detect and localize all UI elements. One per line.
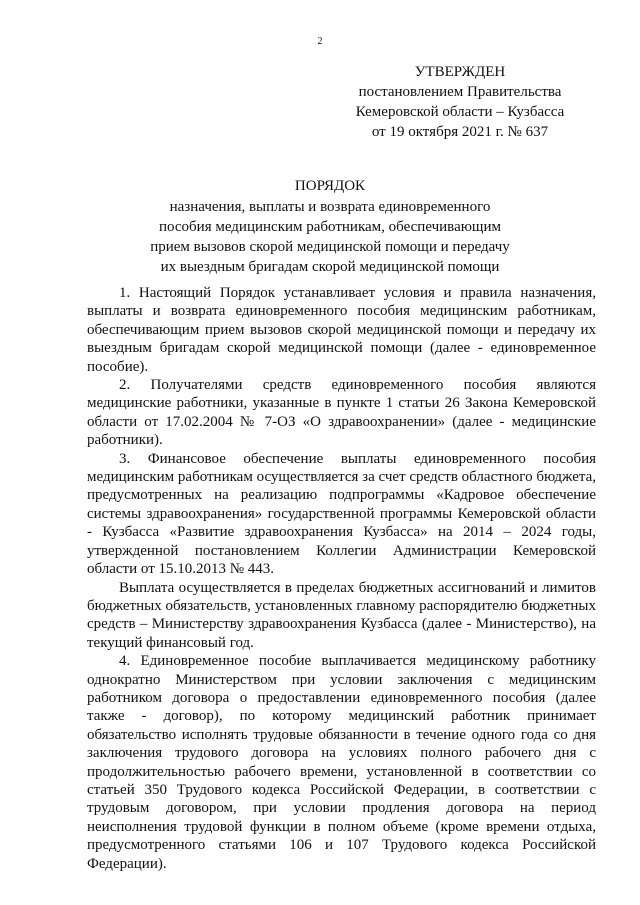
page-number: 2 — [317, 36, 323, 47]
document-subtitle-line: прием вызовов скорой медицинской помощи и передачу — [150, 239, 510, 255]
document-title-block — [80, 176, 580, 277]
document-title: ПОРЯДОК — [294, 178, 366, 194]
approval-heading: УТВЕРЖДЕН — [414, 64, 506, 80]
paragraph-3: 3. Финансовое обеспечение выплаты единовременного пособия медицинским работникам осуществляется за счет средств областного бюджета, предусмотренных на реализацию подпрограммы «Кадровое обеспечение системы здравоохранения» государственной программы Кемеровской области - Кузбасса «Развитие здравоохранения Кузбасса» на 2014 – 2024 годы, утвержденной постановлением Коллегии Администрации Кемеровской области от 15.10.2013 № 443. — [87, 450, 597, 578]
paragraph-3-continued: Выплата осуществляется в пределах бюджетных ассигнований и лимитов бюджетных обязательств, установленных главному распорядителю бюджетных средств – Министерству здравоохранения Кузбасса (далее - Министерство), на текущий финансовый год. — [87, 579, 596, 651]
document-subtitle-line: их выездным бригадам скорой медицинской помощи — [160, 259, 500, 275]
approval-line: постановлением Правительства — [358, 84, 562, 100]
paragraph-4: 4. Единовременное пособие выплачивается медицинскому работнику однократно Министерством при условии заключения с медицинским работником договора о предоставлении единовременного пособия (далее также - договор), по которому медицинский работник принимает обязательство исполнять трудовые обязанности в течение одного года со дня заключения трудового договора на условиях полного рабочего дня с продолжительностью рабочего времени, установленной в соответствии со статьей 350 Трудового кодекса Российской Федерации, в соответствии с трудовым договором, при условии продления договора на период неисполнения трудовой функции в полном объеме (кроме времени отдыха, предусмотренного статьями 106 и 107 Трудового кодекса Российской Федерации). — [87, 653, 596, 872]
document-body — [87, 284, 596, 873]
paragraph-2: 2. Получателями средств единовременного пособия являются медицинские работники, указанные в пункте 1 статьи 26 Закона Кемеровской области от 17.02.2004 № 7-ОЗ «О здравоохранении» (далее - медицинские работники). — [87, 377, 596, 449]
approval-line: от 19 октября 2021 г. № 637 — [371, 124, 549, 140]
approval-stamp-block — [340, 62, 580, 142]
paragraph-1: 1. Настоящий Порядок устанавливает условия и правила назначения, выплаты и возврата единовременного пособия медицинским работникам, обеспечивающим прием вызовов скорой медицинской помощи и передачу их выездным бригадам скорой медицинской помощи (далее - единовременное пособие). — [87, 285, 596, 375]
document-subtitle-line: пособия медицинским работникам, обеспечивающим — [158, 219, 501, 235]
document-subtitle-line: назначения, выплаты и возврата единовременного — [169, 199, 491, 215]
approval-line: Кемеровской области – Кузбасса — [355, 104, 565, 120]
